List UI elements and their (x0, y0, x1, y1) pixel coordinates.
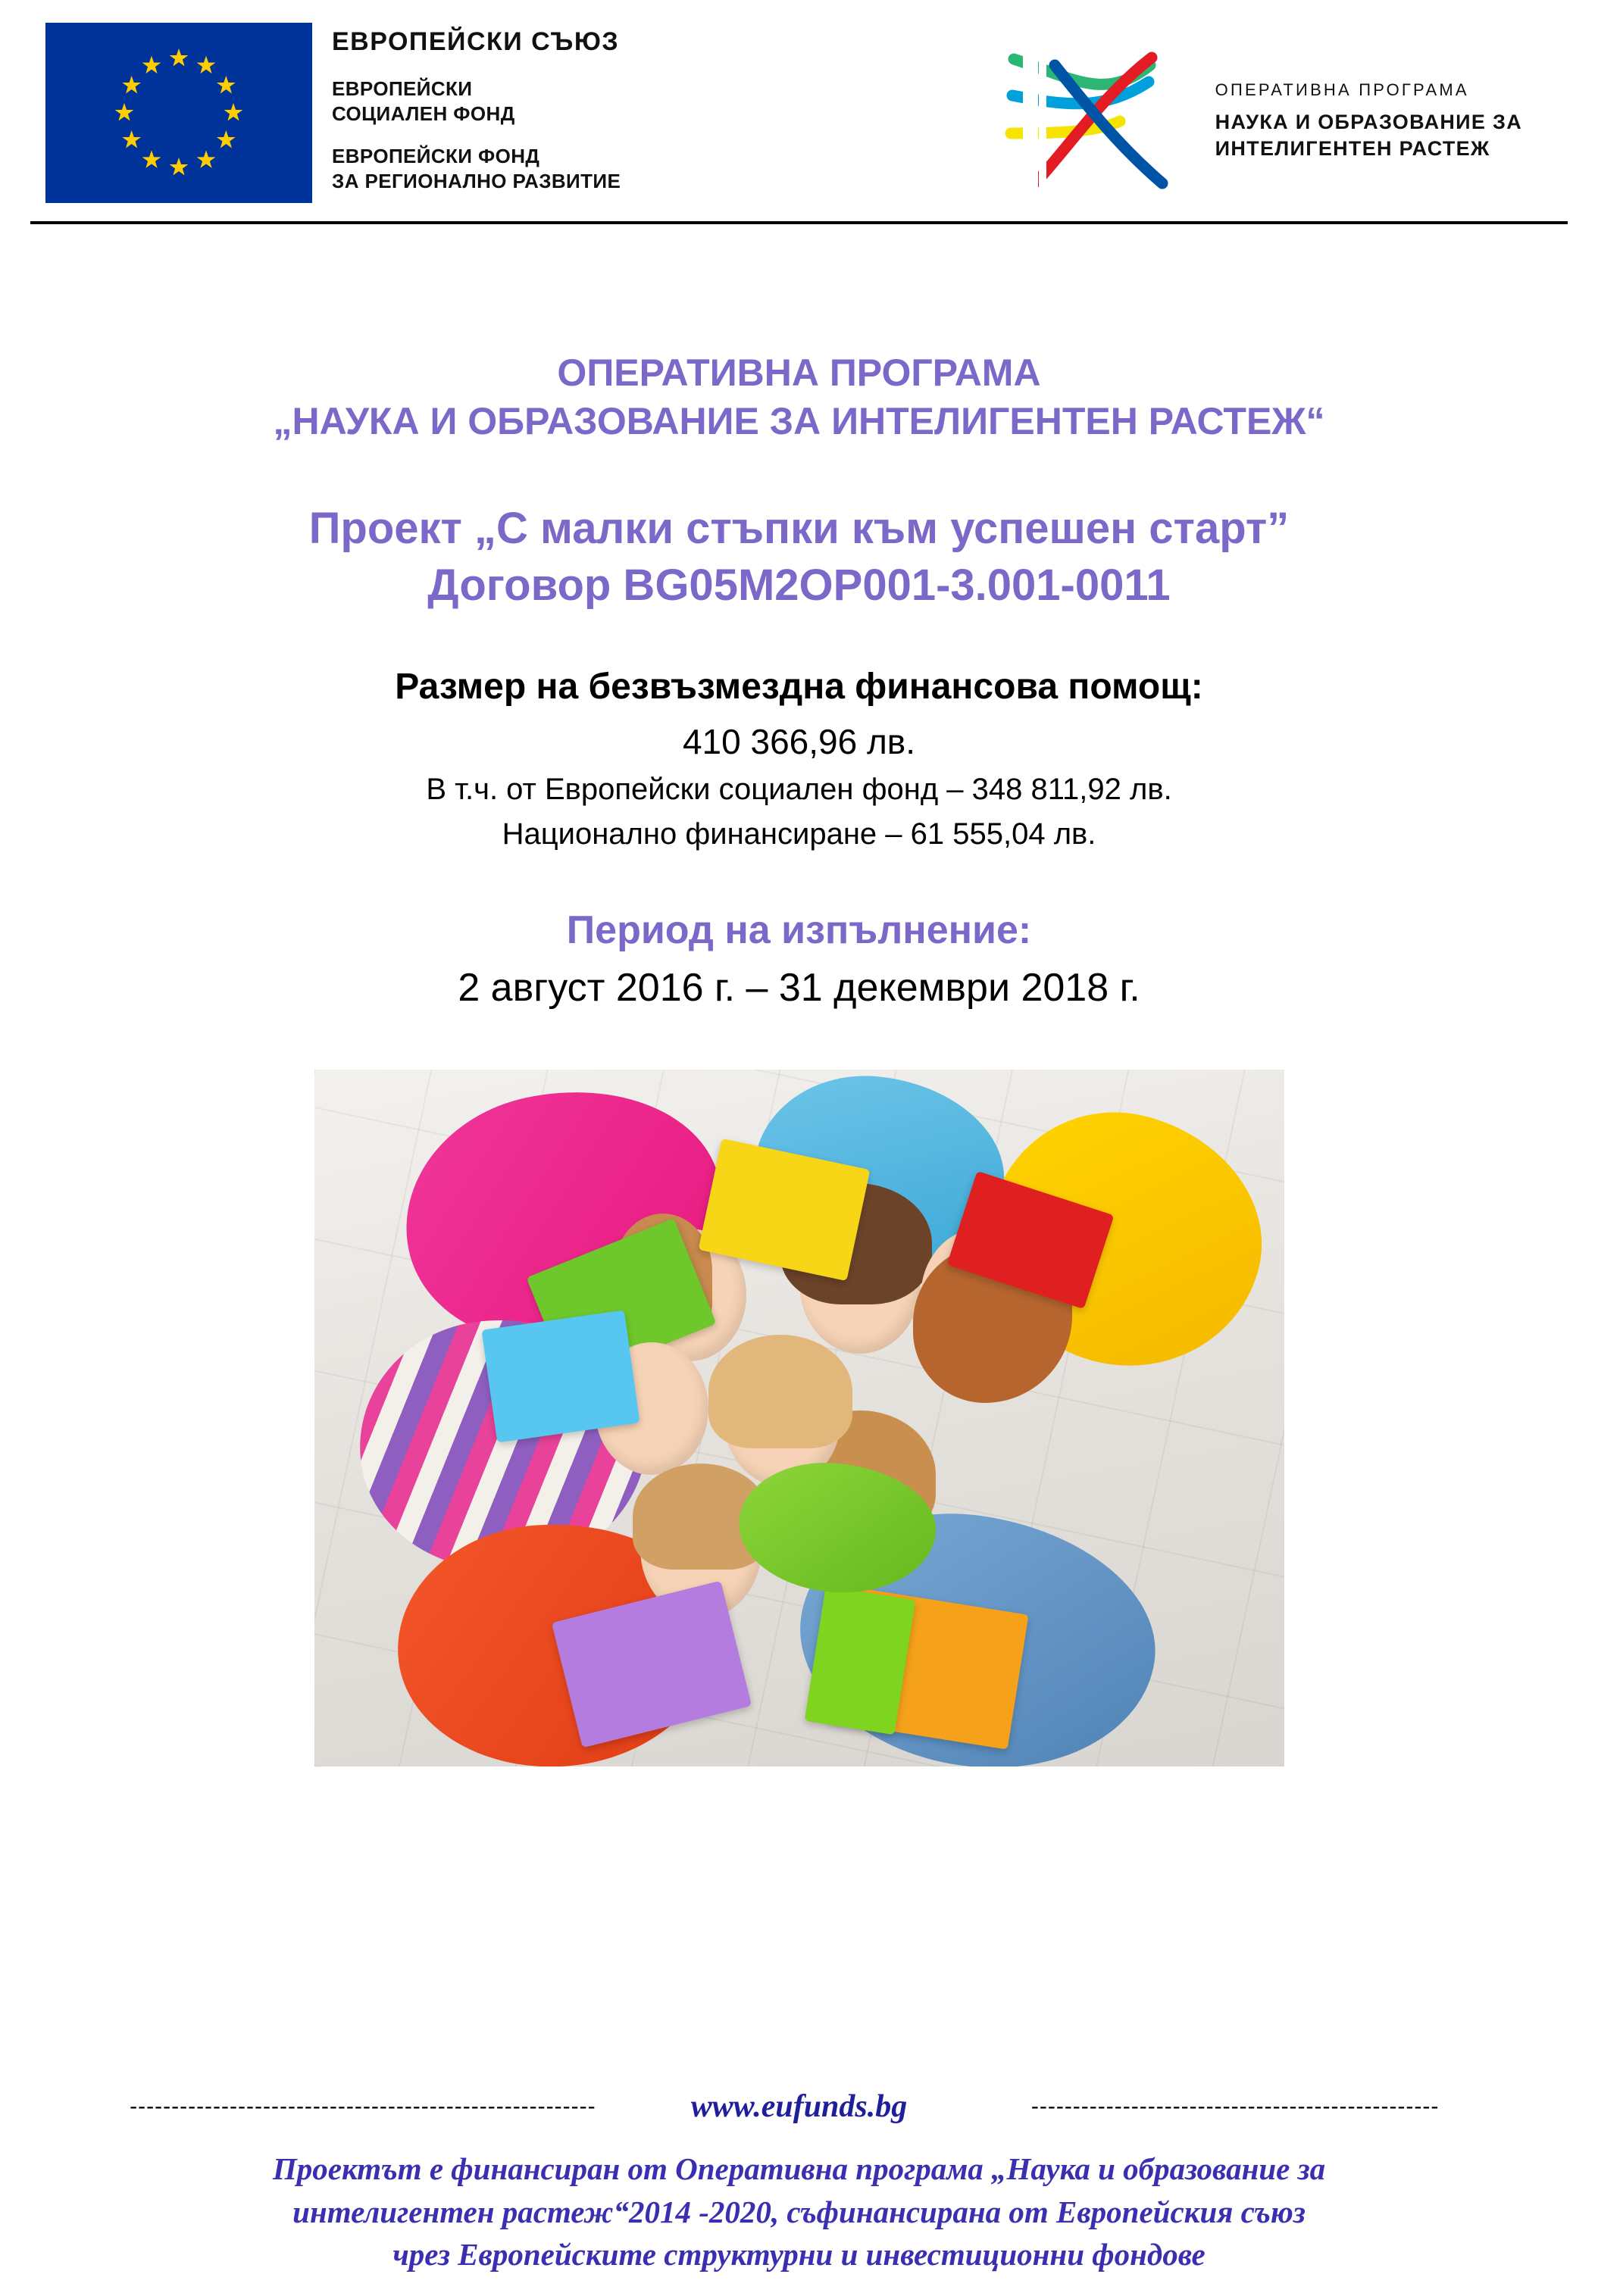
grant-total-amount: 410 366,96 лв. (682, 721, 916, 761)
page-title-line2: „НАУКА И ОБРАЗОВАНИЕ ЗА ИНТЕЛИГЕНТЕН РАСТЕЖ“ (273, 400, 1325, 442)
grant-national-amount: Национално финансиране – 61 555,04 лв. (502, 817, 1096, 851)
eu-esf-line2: СОЦИАЛЕН ФОНД (332, 102, 515, 126)
funding-disclaimer (45, 2148, 1553, 2276)
eu-erdf-label (332, 144, 621, 195)
page-title-line1: ОПЕРАТИВНА ПРОГРАМА (557, 351, 1041, 394)
eu-logo-text (332, 23, 621, 211)
footer-dashes-left: -------------------------------------------------------- (130, 2094, 596, 2120)
funding-disclaimer-line3: чрез Европейските структурни и инвестиционни фондове (392, 2237, 1206, 2273)
op-program-line2b: ИНТЕЛИГЕНТЕН РАСТЕЖ (1215, 136, 1490, 160)
op-program-mark-icon (991, 48, 1196, 192)
eu-erdf-line2: ЗА РЕГИОНАЛНО РАЗВИТИЕ (332, 169, 621, 192)
eu-union-title: ЕВРОПЕЙСКИ СЪЮЗ (332, 27, 620, 56)
eu-esf-label (332, 77, 621, 127)
footer-dashes-right: ------------------------------------------------- (1030, 2094, 1440, 2120)
eufunds-link[interactable]: www.eufunds.bg (690, 2089, 908, 2125)
eu-esf-line1: ЕВРОПЕЙСКИ (332, 77, 473, 100)
period-value: 2 август 2016 г. – 31 декември 2018 г. (458, 965, 1140, 1010)
document-footer (0, 2088, 1598, 2296)
photo-book-blue-1 (481, 1310, 640, 1442)
contract-number: Договор BG05M2OP001-3.001-0011 (427, 561, 1171, 611)
eu-flag-icon (45, 23, 312, 203)
photo-hair-center (708, 1335, 852, 1448)
grant-label: Размер на безвъзмездна финансова помощ: (395, 666, 1203, 707)
op-program-line2a: НАУКА И ОБРАЗОВАНИЕ ЗА (1215, 110, 1522, 133)
period-label: Период на изпълнение: (566, 907, 1032, 952)
page-title (61, 348, 1537, 445)
funding-disclaimer-line1: Проектът е финансиран от Оперативна програма „Наука и образование за (272, 2151, 1326, 2187)
header-divider (30, 221, 1568, 224)
op-logo-block (991, 23, 1553, 192)
website-row (45, 2088, 1553, 2125)
funding-disclaimer-line2: интелигентен растеж“2014 -2020, съфинансирана от Европейския съюз (292, 2194, 1306, 2229)
document-main (0, 348, 1598, 1767)
document-header (0, 0, 1598, 227)
op-program-line1: ОПЕРАТИВНА ПРОГРАМА (1215, 80, 1469, 100)
eu-logo-block (45, 23, 621, 211)
children-photo (314, 1070, 1284, 1767)
project-name: Проект „С малки стъпки към успешен старт” (308, 504, 1290, 553)
eu-erdf-line1: ЕВРОПЕЙСКИ ФОНД (332, 144, 540, 167)
op-program-text (1215, 79, 1522, 162)
grant-esf-amount: В т.ч. от Европейски социален фонд – 348 811,92 лв. (426, 772, 1172, 806)
